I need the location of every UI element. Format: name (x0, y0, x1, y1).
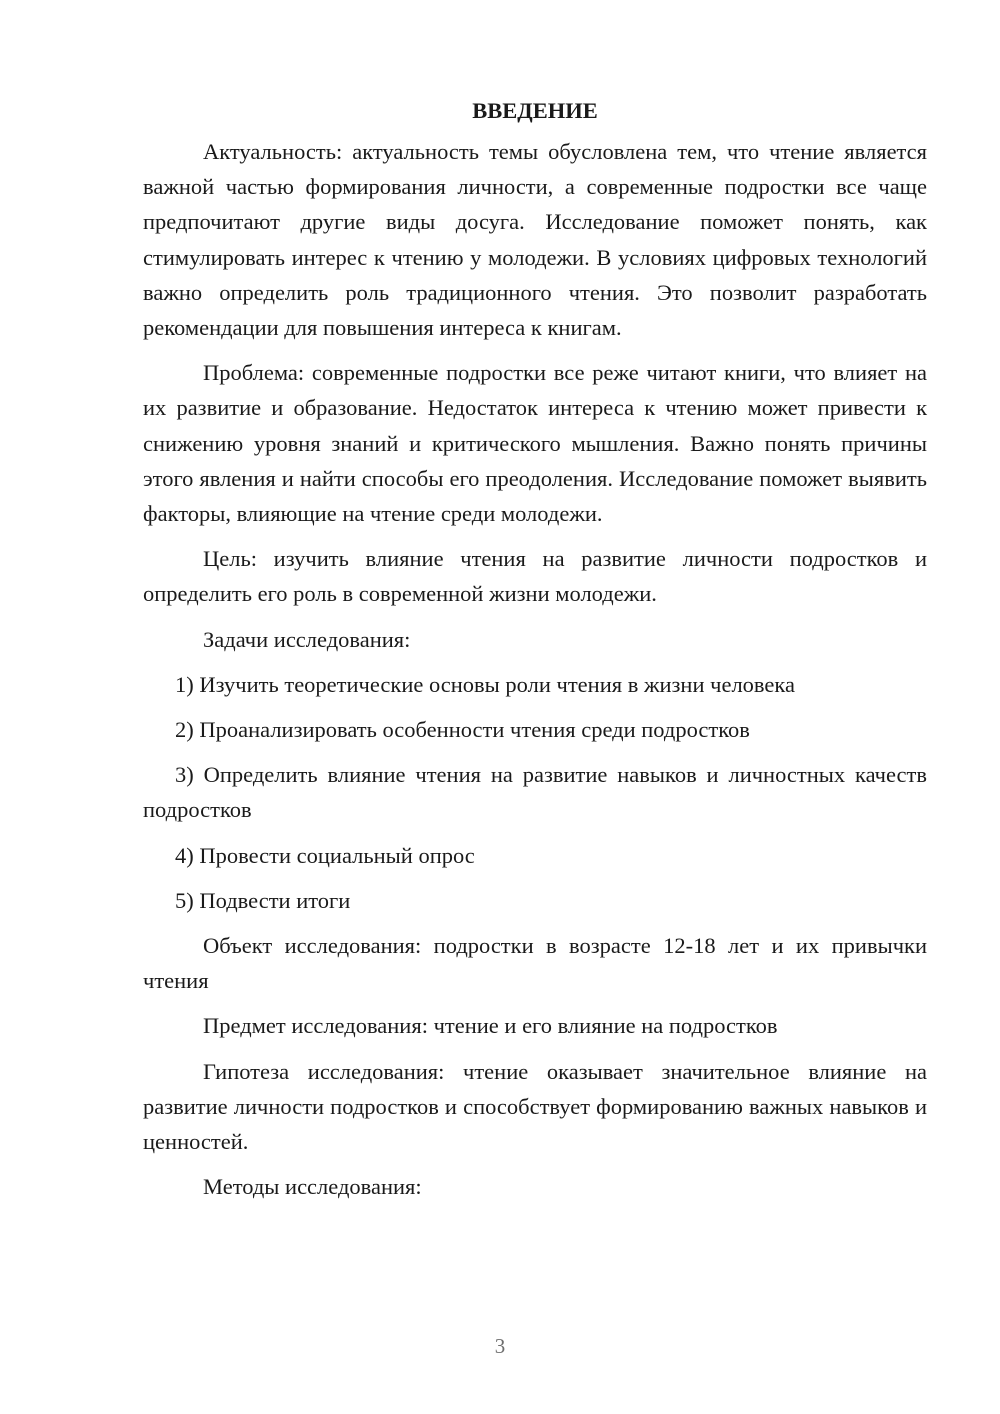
task-item-5: 5) Подвести итоги (175, 887, 351, 913)
subject-paragraph: Предмет исследования: чтение и его влияние на подростков (203, 1013, 778, 1039)
task-item-2: 2) Проанализировать особенности чтения среди подростков (175, 717, 750, 743)
relevance-paragraph: Актуальность: актуальность темы обусловлена тем, что чтение является важной частью формирования личности, а современные подростки все чаще предпочитают другие виды досуга. Исследование поможет понять, как стимулировать интерес к чтению у молодежи. В условиях цифровых технологий важно определить роль традиционного чтения. Это позволит разработать рекомендации для повышения интереса к книгам. (143, 139, 927, 341)
section-heading: ВВЕДЕНИЕ (472, 98, 598, 123)
goal-paragraph: Цель: изучить влияние чтения на развитие личности подростков и определить его роль в современной жизни молодежи. (143, 546, 927, 607)
page-number: 3 (494, 1334, 506, 1358)
object-paragraph: Объект исследования: подростки в возрасте 12-18 лет и их привычки чтения (143, 933, 927, 994)
page-content (143, 98, 927, 1214)
task-item-4: 4) Провести социальный опрос (175, 842, 475, 868)
task-item-3: 3) Определить влияние чтения на развитие навыков и личностных качеств подростков (143, 762, 927, 823)
task-item-1: 1) Изучить теоретические основы роли чтения в жизни человека (175, 671, 795, 697)
hypothesis-paragraph: Гипотеза исследования: чтение оказывает значительное влияние на развитие личности подростков и способствует формированию важных навыков и ценностей. (143, 1058, 927, 1155)
problem-paragraph: Проблема: современные подростки все реже читают книги, что влияет на их развитие и образование. Недостаток интереса к чтению может привести к снижению уровня знаний и критического мышления. Важно понять причины этого явления и найти способы его преодоления. Исследование поможет выявить факторы, влияющие на чтение среди молодежи. (143, 360, 927, 527)
tasks-heading: Задачи исследования: (203, 626, 411, 652)
methods-heading: Методы исследования: (203, 1174, 422, 1200)
